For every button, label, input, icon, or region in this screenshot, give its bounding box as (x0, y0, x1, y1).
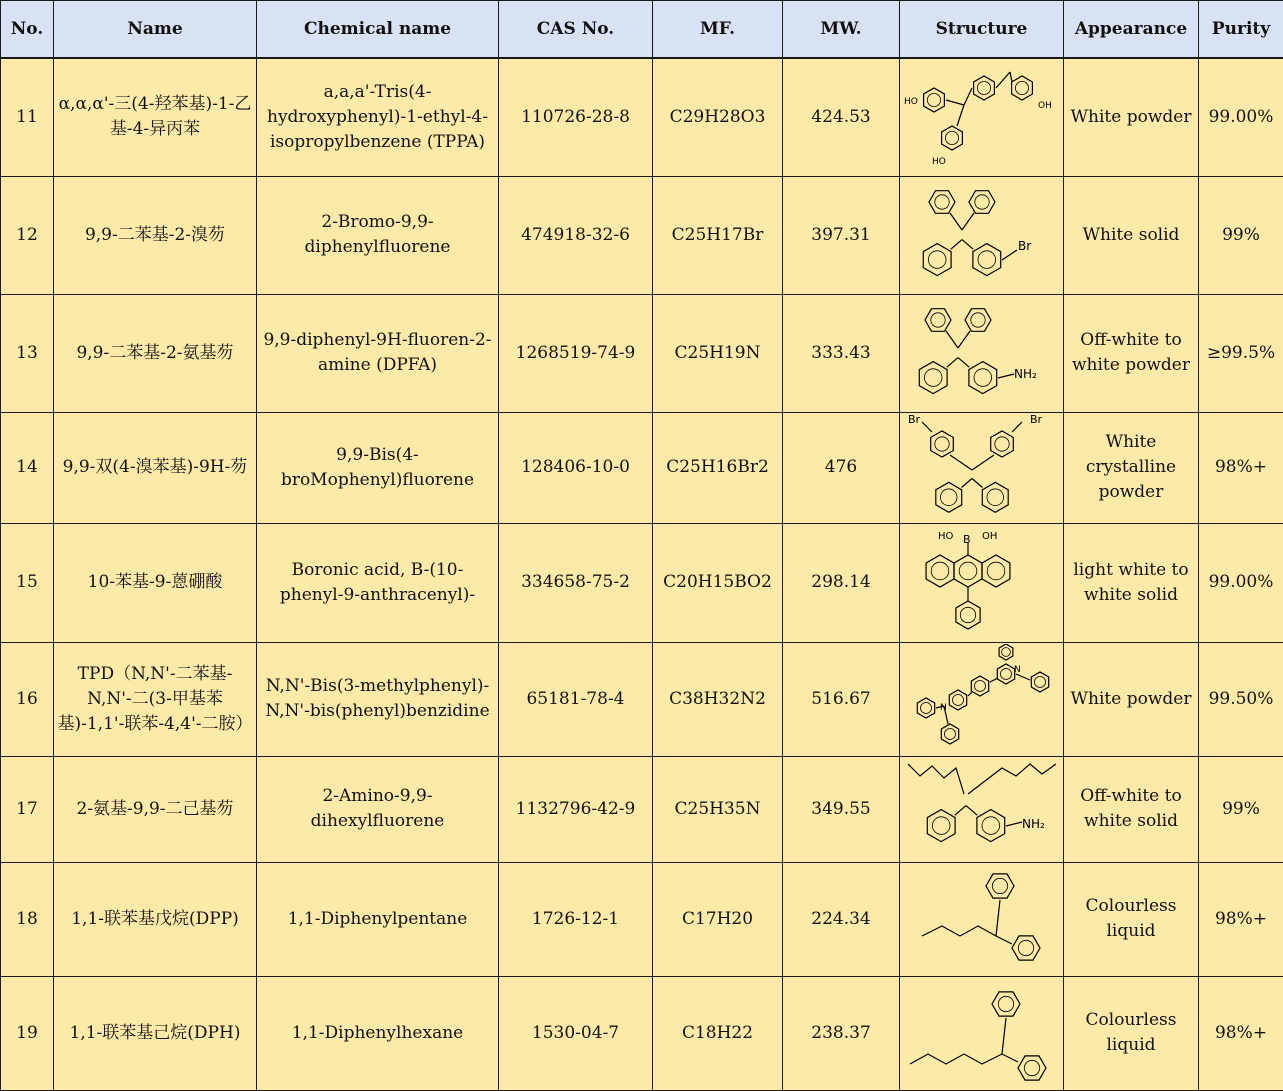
table-row (1, 862, 1283, 976)
ring-shape (917, 698, 934, 718)
cell-cas: 334658-75-2 (499, 523, 653, 642)
aromatic-circle (978, 251, 996, 269)
ring-shape (929, 191, 955, 214)
aromatic-circle (932, 817, 950, 835)
aromatic-circle (998, 996, 1013, 1011)
structure-diagram (902, 864, 1062, 974)
cell-no: 18 (1, 862, 54, 976)
aromatic-circle (986, 489, 1003, 506)
structure-cell (900, 58, 1064, 176)
atom-label: Br (908, 414, 921, 426)
bond-line (1012, 422, 1022, 432)
cell-appearance: Off-white to white powder (1064, 294, 1199, 412)
ring-shape (923, 244, 951, 276)
table-row (1, 976, 1283, 1090)
cell-name: 1,1-联苯基戊烷(DPP) (54, 862, 257, 976)
cell-purity: 99.50% (1199, 642, 1283, 756)
aromatic-circle (974, 195, 988, 209)
atom-label: OH (1038, 101, 1052, 111)
cell-mf: C20H15BO2 (653, 523, 783, 642)
atom-label: HO (904, 97, 918, 107)
ring-shape (941, 126, 962, 150)
header-purity: Purity (1199, 1, 1283, 59)
structure-diagram (902, 178, 1062, 292)
cell-no: 17 (1, 756, 54, 862)
bond-line (998, 374, 1014, 378)
bond-line (996, 900, 1000, 936)
cell-mw: 349.55 (783, 756, 900, 862)
ring-shape (986, 874, 1014, 898)
header-mw: MW. (783, 1, 900, 59)
cell-mf: C25H17Br (653, 176, 783, 294)
cell-mw: 238.37 (783, 976, 900, 1090)
bond-line (996, 936, 1012, 944)
structure-cell (900, 176, 1064, 294)
cell-chemical-name: 2-Amino-9,9-dihexylfluorene (257, 756, 499, 862)
table-row (1, 176, 1283, 294)
ring-shape (1011, 76, 1032, 100)
header-name: Name (54, 1, 257, 59)
ring-shape (941, 724, 958, 744)
cell-cas: 1726-12-1 (499, 862, 653, 976)
table-row (1, 412, 1283, 523)
table-row (1, 756, 1283, 862)
cell-cas: 474918-32-6 (499, 176, 653, 294)
aromatic-circle (928, 251, 946, 269)
cell-name: 9,9-二苯基-2-氨基芴 (54, 294, 257, 412)
cell-name: 2-氨基-9,9-二己基芴 (54, 756, 257, 862)
cell-no: 15 (1, 523, 54, 642)
header-structure: Structure (900, 1, 1064, 59)
cell-chemical-name: 2-Bromo-9,9-diphenylfluorene (257, 176, 499, 294)
cell-mf: C29H28O3 (653, 58, 783, 176)
structure-cell (900, 294, 1064, 412)
cell-mw: 298.14 (783, 523, 900, 642)
cell-mf: C17H20 (653, 862, 783, 976)
bond-line (962, 240, 973, 250)
atom-label: NH₂ (1022, 817, 1045, 831)
bond-line (958, 358, 969, 368)
atom-label: Br (1018, 239, 1031, 253)
structure-diagram (902, 758, 1062, 860)
cell-appearance: White powder (1064, 642, 1199, 756)
ring-shape (954, 555, 982, 587)
bond-line (946, 331, 958, 348)
bond-line (990, 678, 998, 682)
cell-name: α,α,α'-三(4-羟苯基)-1-乙基-4-异丙苯 (54, 58, 257, 176)
header-chemical-name: Chemical name (257, 1, 499, 59)
cell-mf: C38H32N2 (653, 642, 783, 756)
ring-shape (927, 810, 955, 842)
header-cas: CAS No. (499, 1, 653, 59)
ring-shape (982, 555, 1010, 587)
bond-line (946, 358, 957, 368)
ring-shape (999, 644, 1013, 660)
cell-no: 12 (1, 176, 54, 294)
cell-name: 9,9-双(4-溴苯基)-9H-芴 (54, 412, 257, 523)
cell-purity: 99.00% (1199, 58, 1283, 176)
atom-label: N (1014, 665, 1021, 675)
ring-shape (990, 431, 1013, 457)
cell-name: 9,9-二苯基-2-溴芴 (54, 176, 257, 294)
structure-cell (900, 412, 1064, 523)
atom-label: Br (1030, 414, 1043, 426)
cell-cas: 1132796-42-9 (499, 756, 653, 862)
header-appearance: Appearance (1064, 1, 1199, 59)
aromatic-circle (970, 313, 984, 327)
cell-purity: 98%+ (1199, 412, 1283, 523)
table-row (1, 294, 1283, 412)
aromatic-circle (945, 132, 958, 145)
cell-mw: 333.43 (783, 294, 900, 412)
ring-shape (965, 309, 991, 332)
aromatic-circle (992, 878, 1007, 893)
structure-diagram (902, 644, 1062, 754)
bond-line (1002, 1018, 1006, 1054)
structure-diagram (902, 525, 1062, 640)
aromatic-circle (930, 313, 944, 327)
bond-line (957, 105, 964, 126)
cell-mw: 476 (783, 412, 900, 523)
ring-shape (1012, 936, 1040, 960)
bond-line (958, 331, 970, 348)
aromatic-circle (1015, 82, 1028, 95)
aromatic-circle (960, 607, 975, 622)
structure-cell (900, 862, 1064, 976)
cell-mw: 516.67 (783, 642, 900, 756)
bond-line (1010, 72, 1012, 82)
cell-appearance: light white to white solid (1064, 523, 1199, 642)
chain-line (908, 764, 964, 794)
cell-cas: 110726-28-8 (499, 58, 653, 176)
table-row (1, 642, 1283, 756)
aromatic-circle (1034, 677, 1045, 688)
aromatic-circle (924, 369, 942, 387)
ring-shape (949, 690, 966, 710)
structure-diagram (902, 60, 1062, 174)
cell-appearance: White powder (1064, 58, 1199, 176)
cell-chemical-name: N,N'-Bis(3-methylphenyl)-N,N'-bis(phenyl)benzidine (257, 642, 499, 756)
cell-cas: 128406-10-0 (499, 412, 653, 523)
structure-cell (900, 642, 1064, 756)
structure-cell (900, 976, 1064, 1090)
table-row (1, 523, 1283, 642)
cell-cas: 1530-04-7 (499, 976, 653, 1090)
aromatic-circle (977, 82, 990, 95)
aromatic-circle (920, 703, 931, 714)
cell-purity: 99% (1199, 176, 1283, 294)
cell-purity: 99.00% (1199, 523, 1283, 642)
cell-name: 10-苯基-9-蒽硼酸 (54, 523, 257, 642)
cell-mf: C25H16Br2 (653, 412, 783, 523)
ring-shape (1018, 1056, 1046, 1080)
bond-line (950, 213, 962, 230)
bond-line (968, 692, 972, 696)
cell-purity: ≥99.5% (1199, 294, 1283, 412)
aromatic-circle (994, 437, 1008, 451)
bond-line (1006, 822, 1022, 826)
chain-line (968, 764, 1056, 794)
ring-shape (935, 482, 961, 512)
aromatic-circle (1001, 648, 1010, 657)
cell-appearance: Colourless liquid (1064, 862, 1199, 976)
cell-name: 1,1-联苯基己烷(DPH) (54, 976, 257, 1090)
atom-label: HO (932, 157, 946, 167)
bond-line (996, 72, 1010, 88)
bond-line (964, 88, 972, 105)
aromatic-circle (934, 437, 948, 451)
aromatic-circle (1000, 669, 1011, 680)
ring-shape (976, 810, 1004, 842)
cell-no: 13 (1, 294, 54, 412)
ring-shape (930, 431, 953, 457)
aromatic-circle (1018, 940, 1033, 955)
cell-mw: 397.31 (783, 176, 900, 294)
cell-chemical-name: 1,1-Diphenylpentane (257, 862, 499, 976)
aromatic-circle (987, 562, 1005, 580)
cell-chemical-name: 1,1-Diphenylhexane (257, 976, 499, 1090)
bond-line (946, 100, 964, 105)
cell-mf: C18H22 (653, 976, 783, 1090)
bond-line (922, 422, 932, 432)
table-row (1, 58, 1283, 176)
atom-label: HO (938, 531, 954, 542)
bond-line (950, 455, 972, 470)
cell-chemical-name: 9,9-diphenyl-9H-fluoren-2-amine (DPFA) (257, 294, 499, 412)
structure-cell (900, 523, 1064, 642)
bond-line (1002, 1054, 1018, 1062)
aromatic-circle (974, 681, 985, 692)
ring-shape (968, 362, 996, 394)
cell-cas: 65181-78-4 (499, 642, 653, 756)
cell-name: TPD（N,N'-二苯基-N,N'-二(3-甲基苯基)-1,1'-联苯-4,4'-二胺） (54, 642, 257, 756)
aromatic-circle (944, 729, 955, 740)
bond-line (950, 240, 961, 250)
bond-line (961, 479, 972, 488)
aromatic-circle (934, 195, 948, 209)
ring-shape (923, 88, 944, 112)
ring-shape (1031, 672, 1048, 692)
ring-shape (982, 482, 1008, 512)
cell-no: 11 (1, 58, 54, 176)
atom-label: OH (982, 531, 997, 542)
bond-line (1002, 250, 1017, 260)
cell-mw: 224.34 (783, 862, 900, 976)
atom-label: N (940, 703, 947, 713)
cell-appearance: White crystalline powder (1064, 412, 1199, 523)
aromatic-circle (982, 817, 1000, 835)
structure-cell (900, 756, 1064, 862)
ring-shape (972, 244, 1000, 276)
cell-appearance: Off-white to white solid (1064, 756, 1199, 862)
cell-chemical-name: Boronic acid, B-(10-phenyl-9-anthracenyl)- (257, 523, 499, 642)
cell-appearance: White solid (1064, 176, 1199, 294)
cell-mw: 424.53 (783, 58, 900, 176)
atom-label: NH₂ (1014, 367, 1037, 381)
cell-chemical-name: a,a,a'-Tris(4-hydroxyphenyl)-1-ethyl-4-isopropylbenzene (TPPA) (257, 58, 499, 176)
ring-shape (919, 362, 947, 394)
cell-no: 16 (1, 642, 54, 756)
ring-shape (971, 676, 988, 696)
header-no: No. (1, 1, 54, 59)
structure-diagram (902, 296, 1062, 410)
header-mf: MF. (653, 1, 783, 59)
ring-shape (992, 992, 1020, 1016)
atom-label: B (963, 533, 971, 546)
aromatic-circle (927, 94, 940, 107)
bond-line (972, 455, 994, 470)
cell-no: 19 (1, 976, 54, 1090)
ring-shape (955, 601, 979, 629)
cell-appearance: Colourless liquid (1064, 976, 1199, 1090)
cell-mf: C25H35N (653, 756, 783, 862)
aromatic-circle (959, 562, 977, 580)
aromatic-circle (952, 695, 963, 706)
cell-purity: 99% (1199, 756, 1283, 862)
aromatic-circle (940, 489, 957, 506)
chain-line (922, 926, 996, 936)
cell-chemical-name: 9,9-Bis(4-broMophenyl)fluorene (257, 412, 499, 523)
ring-shape (969, 191, 995, 214)
bond-line (972, 479, 983, 488)
bond-line (954, 806, 965, 816)
structure-diagram (902, 978, 1062, 1088)
cell-cas: 1268519-74-9 (499, 294, 653, 412)
ring-shape (973, 76, 994, 100)
ring-shape (926, 555, 954, 587)
cell-purity: 98%+ (1199, 862, 1283, 976)
aromatic-circle (931, 562, 949, 580)
chain-line (910, 1054, 1002, 1064)
ring-shape (925, 309, 951, 332)
ring-shape (997, 664, 1014, 684)
cell-mf: C25H19N (653, 294, 783, 412)
bond-line (962, 213, 974, 230)
structure-diagram (902, 414, 1062, 521)
cell-purity: 98%+ (1199, 976, 1283, 1090)
bond-line (966, 806, 977, 816)
aromatic-circle (1024, 1060, 1039, 1075)
aromatic-circle (974, 369, 992, 387)
header-row (1, 1, 1283, 59)
cell-no: 14 (1, 412, 54, 523)
